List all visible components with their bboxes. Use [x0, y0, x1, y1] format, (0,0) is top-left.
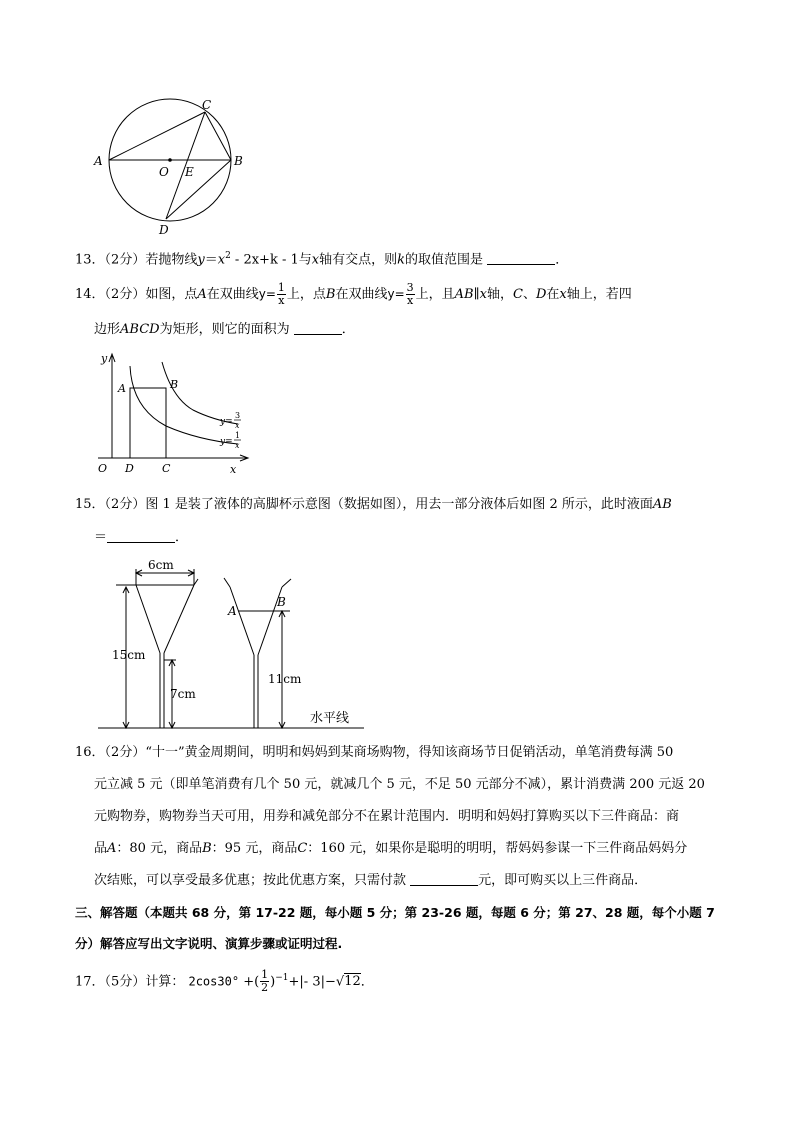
hyperbola-figure [88, 348, 258, 478]
q16-l5-pre: 次结账，可以享受最多优惠；按此优惠方案，只需付款 [94, 873, 407, 888]
q16-l4-t3: ：160 元，如果你是聪明的明明，帮妈妈参谋一下三件商品妈妈分 [307, 841, 688, 856]
q16-text2: 元立减 5 元（即单笔消费有几个 50 元，就减几个 5 元，不足 50 元部分不减），累计消费满 200 元返 20 [94, 777, 705, 792]
q13-eq: ＝ [204, 252, 218, 268]
question-16-line2 [94, 777, 705, 793]
label-y: y [101, 352, 108, 365]
q17-term1: 2cos30° [188, 974, 240, 989]
q16-l4-c: C [297, 841, 308, 856]
q14-x1: x [479, 287, 487, 302]
question-16-line1 [75, 745, 673, 761]
q17-score: （5分） [104, 974, 146, 990]
q13-k: k [397, 252, 406, 268]
ground-label: 水平线 [310, 711, 350, 726]
q14-parallel: ∥ [473, 287, 480, 302]
q17-half-den: 2 [261, 981, 269, 995]
q17-half [260, 969, 269, 994]
label-x: x [230, 463, 237, 476]
q17-plus: +( [243, 974, 260, 990]
curve3-den: x [235, 421, 240, 430]
label-o: O [159, 165, 169, 179]
label-d: D [125, 462, 134, 475]
q15-score: （2分） [104, 497, 146, 512]
label-d: D [159, 223, 169, 237]
q13-tail: ． [555, 252, 569, 268]
curve1-num: 1 [235, 431, 241, 440]
q13-expr: - 2x+k - 1 [230, 252, 299, 268]
question-16-line4 [94, 841, 687, 857]
q17-minus: − [324, 974, 336, 990]
q17-sqrt-sign: √ [335, 974, 345, 990]
q13-var-x: x [217, 252, 226, 268]
q13-text2: 与 [298, 252, 312, 268]
question-15-line2 [94, 530, 188, 546]
label-a: A [94, 154, 103, 168]
q15-number: 15． [75, 497, 105, 512]
q14-curve1-den: x [278, 294, 285, 307]
chord-db [166, 160, 231, 219]
q13-var-y: y [197, 252, 205, 268]
q14-text: 如图，点 [145, 287, 198, 302]
q16-l4-t2: ：95 元，商品 [211, 841, 298, 856]
cup1-rim-right [194, 579, 198, 585]
question-16-line5 [94, 873, 647, 889]
q17-radicand: 12 [344, 974, 361, 990]
question-13 [75, 248, 568, 268]
q17-abs: +|- 3| [288, 974, 325, 990]
q14-text8: 轴上，若四 [566, 287, 632, 302]
q17-half-num: 1 [261, 968, 269, 982]
q17-close: ) [270, 974, 276, 990]
q14-curve1-lhs: y= [258, 287, 276, 301]
q15-l2-end: ． [175, 530, 189, 545]
q17-exp: −1 [275, 973, 289, 983]
q16-l4-pre: 品 [94, 841, 108, 856]
section3-line2: 分）解答应写出文字说明、演算步骤或证明过程. [75, 936, 343, 951]
curve-3-over-x [162, 362, 241, 424]
q17-number: 17． [75, 974, 105, 990]
q14-text5: 上，且 [415, 287, 455, 302]
cup1-right-side [164, 585, 194, 653]
section-3-heading-line2 [75, 936, 342, 952]
curve1-lhs: y= [220, 437, 233, 447]
q16-l4-a: A [107, 841, 117, 856]
q14-abcd: ABCD [120, 322, 160, 337]
q16-text3: 元购物券，购物券当天可用，用券和减免部分不在累计范围内．明明和妈妈打算购买以下三件商品：商 [94, 809, 680, 824]
q14-curve2-num: 3 [406, 281, 414, 294]
q14-curve1-frac [277, 282, 286, 307]
label-c: C [202, 98, 212, 112]
q16-number: 16． [75, 745, 105, 760]
curve3-num: 3 [235, 411, 241, 420]
center-dot [168, 158, 172, 162]
q14-l2-text2: 为矩形，则它的面积为 [159, 322, 290, 337]
cups-figure [94, 555, 384, 735]
question-14-line2 [94, 322, 355, 338]
curve3-lhs: y= [220, 417, 233, 427]
label-o: O [98, 462, 108, 475]
q16-l4-t1: ：80 元，商品 [116, 841, 203, 856]
q17-pre: 计算： [145, 974, 185, 990]
q14-number: 14． [75, 287, 105, 302]
q16-text1: “十一”黄金周期间，明明和妈妈到某商场购物，得知该商场节日促销活动，单笔消费每满 50 [145, 745, 674, 760]
q15-text: 图 1 是装了液体的高脚杯示意图（数据如图），用去一部分液体后如图 2 所示，此时液面 [145, 497, 653, 512]
point-a: A [228, 604, 237, 618]
q14-text7: 在 [546, 287, 560, 302]
q14-score: （2分） [104, 287, 146, 302]
q16-l4-b: B [202, 841, 212, 856]
q13-text4: 的取值范围是 [405, 252, 484, 268]
q13-number: 13． [75, 252, 105, 268]
question-14 [75, 282, 632, 307]
section3-line1: 三、解答题（本题共 68 分，第 17-22 题，每小题 5 分；第 23-26 题，每题 6 分；第 27、28 题，每个小题 7 [75, 905, 715, 920]
q15-l2-eq: ＝ [94, 530, 108, 545]
q14-curve2-den: x [407, 294, 414, 307]
q14-curve2-frac [406, 282, 415, 307]
cup1-left-side [136, 585, 160, 653]
q14-b: B [325, 287, 336, 302]
q15-ab: AB [652, 497, 672, 512]
q13-text3: 轴有交点，则 [319, 252, 398, 268]
q17-end: ． [360, 974, 374, 990]
q13-axis: x [311, 252, 320, 268]
q14-sep: 、 [522, 287, 536, 302]
q13-exp: 2 [225, 251, 231, 261]
q15-answer-blank[interactable] [107, 530, 175, 543]
q14-text6: 轴， [486, 287, 513, 302]
q13-answer-blank[interactable] [487, 252, 555, 265]
label-c: C [162, 462, 171, 475]
q14-l2-text: 边形 [94, 322, 121, 337]
q14-x2: x [559, 287, 567, 302]
dim-15cm-label: 15cm [112, 648, 146, 662]
q14-answer-blank[interactable] [294, 322, 342, 335]
q14-a: A [197, 287, 207, 302]
label-b: B [234, 154, 243, 168]
cup2-left-side [230, 587, 254, 655]
q14-ab: AB [454, 287, 474, 302]
chord-cb [205, 112, 231, 160]
q14-curve2-lhs: y= [387, 287, 405, 301]
q14-c: C [513, 287, 523, 302]
section-3-heading [75, 905, 715, 921]
q13-score: （2分） [104, 252, 146, 268]
q14-text2: 在双曲线 [206, 287, 259, 302]
question-17 [75, 966, 374, 995]
q14-l2-end: ． [341, 322, 355, 337]
q16-score: （2分） [104, 745, 146, 760]
q16-l5-end: 元，即可购买以上三件商品． [478, 873, 648, 888]
dim-7cm-label: 7cm [170, 687, 196, 701]
q14-d: D [535, 287, 547, 302]
label-a: A [118, 382, 126, 395]
cup2-rim-right [282, 579, 291, 587]
question-16-line3 [94, 809, 679, 825]
q13-text: 若抛物线 [145, 252, 198, 268]
circle-figure [88, 97, 258, 237]
label-e: E [185, 165, 194, 179]
q14-text3: 上，点 [286, 287, 326, 302]
question-15 [75, 497, 672, 513]
curve1-den: x [235, 441, 240, 450]
dim-11cm-label: 11cm [268, 672, 302, 686]
q16-answer-blank[interactable] [410, 873, 478, 886]
point-b: B [277, 595, 286, 609]
cup2-rim-left [224, 578, 230, 587]
label-b: B [170, 378, 179, 391]
dim-6cm-label: 6cm [148, 558, 174, 572]
curve-1-over-x [130, 366, 241, 444]
q14-text4: 在双曲线 [335, 287, 388, 302]
q14-curve1-num: 1 [277, 281, 285, 294]
